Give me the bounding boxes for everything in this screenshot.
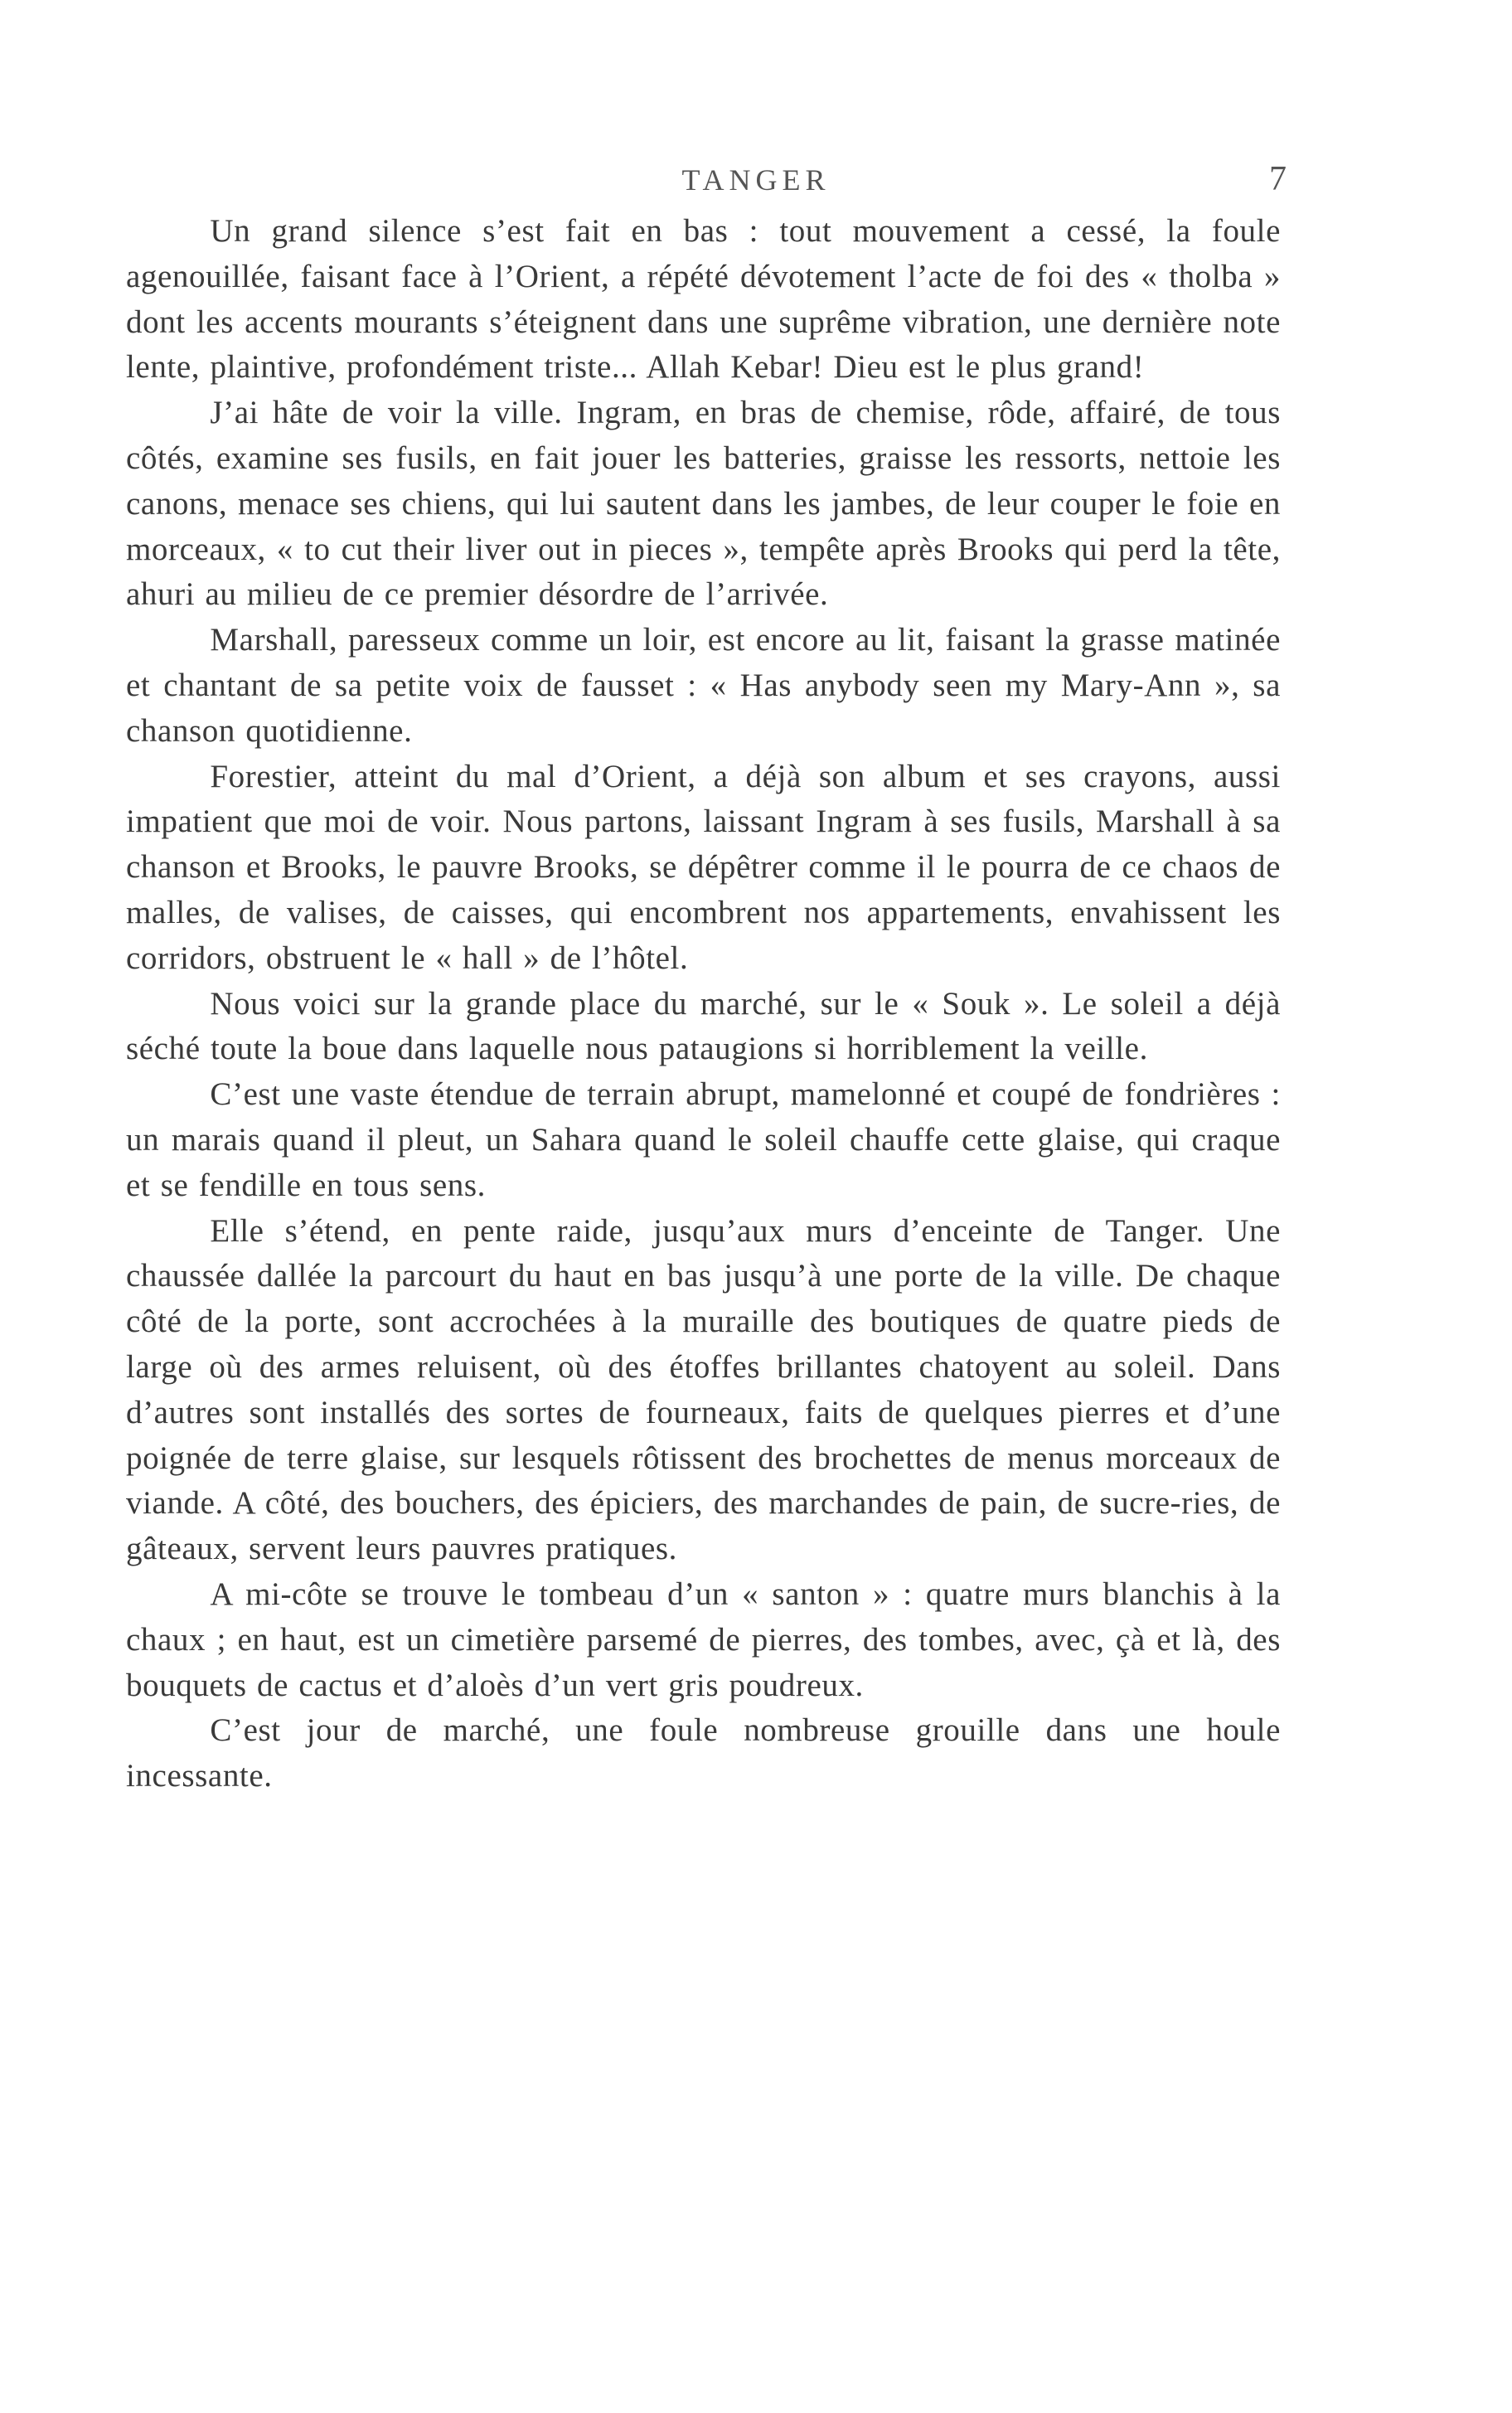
paragraph: J’ai hâte de voir la ville. Ingram, en bras de chemise, rôde, affairé, de tous côtés, examine ses fusils, en fait jouer les batteries, graisse les ressorts, nettoie les canons, menace ses chiens, qui lui sautent dans les jambes, de leur couper le foie en morceaux, « to cut their liver out in pieces », tempête après Brooks qui perd la tête, ahuri au milieu de ce premier désordre de l’arrivée. (126, 395, 1281, 613)
running-title: TANGER (681, 163, 831, 197)
paragraph: Marshall, paresseux comme un loir, est encore au lit, faisant la grasse matinée et chantant de sa petite voix de fausset : « Has anybody seen my Mary-Ann », sa chanson quotidienne. (126, 622, 1281, 749)
body-text (126, 209, 1281, 1799)
page-number: 7 (1269, 160, 1287, 198)
paragraph: Elle s’étend, en pente raide, jusqu’aux murs d’enceinte de Tanger. Une chaussée dallée la parcourt du haut en bas jusqu’à une porte de la ville. De chaque côté de la porte, sont accrochées à la muraille des boutiques de quatre pieds de large où des armes reluisent, où des étoffes brillantes chatoyent au soleil. Dans d’autres sont installés des sortes de fourneaux, faits de quelques pierres et d’une poignée de terre glaise, sur lesquels rôtissent des brochettes de menus morceaux de viande. A côté, des bouchers, des épiciers, des marchandes de pain, de sucre-ries, de gâteaux, servent leurs pauvres pratiques. (126, 1212, 1281, 1567)
paragraph: A mi-côte se trouve le tombeau d’un « santon » : quatre murs blanchis à la chaux ; en haut, est un cimetière parsemé de pierres, des tombes, avec, çà et là, des bouquets de cactus et d’aloès d’un vert gris poudreux. (126, 1575, 1281, 1703)
paragraph: C’est une vaste étendue de terrain abrupt, mamelonné et coupé de fondrières : un marais quand il pleut, un Sahara quand le soleil chauffe cette glaise, qui craque et se fendille en tous sens. (126, 1076, 1281, 1203)
paragraph: Un grand silence s’est fait en bas : tout mouvement a cessé, la foule agenouillée, faisant face à l’Orient, a répété dévotement l’acte de foi des « tholba » dont les accents mourants s’éteignent dans une suprême vibration, une dernière note lente, plaintive, profondément triste... Allah Kebar! Dieu est le plus grand! (126, 213, 1281, 386)
paragraph: Nous voici sur la grande place du marché, sur le « Souk ». Le soleil a déjà séché toute la boue dans laquelle nous pataugions si horriblement la veille. (126, 985, 1281, 1067)
paragraph: C’est jour de marché, une foule nombreuse grouille dans une houle incessante. (126, 1712, 1281, 1794)
paragraph: Forestier, atteint du mal d’Orient, a déjà son album et ses crayons, aussi impatient que moi de voir. Nous partons, laissant Ingram à ses fusils, Marshall à sa chanson et Brooks, le pauvre Brooks, se dépêtrer comme il le pourra de ce chaos de malles, de valises, de caisses, qui encombrent nos appartements, envahissent les corridors, obstruent le « hall » de l’hôtel. (126, 758, 1281, 976)
